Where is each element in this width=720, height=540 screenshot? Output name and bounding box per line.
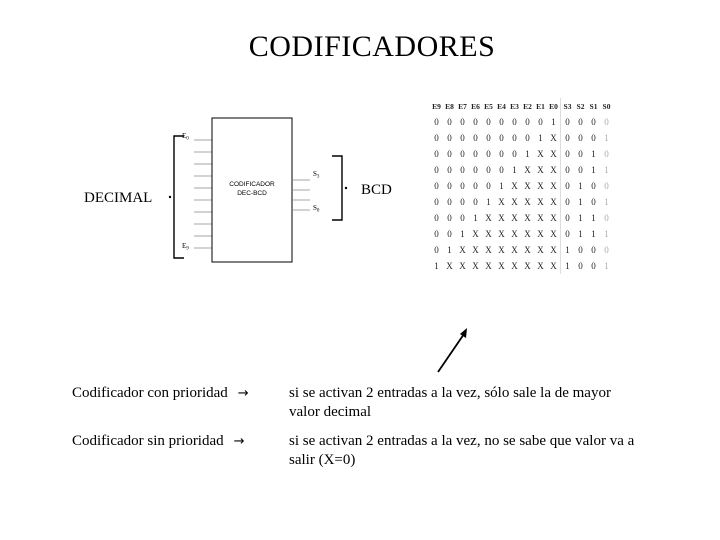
- table-cell: 0: [486, 165, 491, 175]
- table-cell: 0: [561, 114, 575, 130]
- table-cell: X: [550, 245, 557, 255]
- table-cell: 0: [434, 117, 439, 127]
- table-cell: X: [550, 149, 557, 159]
- table-cell: X: [524, 213, 531, 223]
- table-cell: X: [550, 165, 557, 175]
- table-cell: 1: [604, 197, 609, 207]
- table-cell: 0: [447, 117, 452, 127]
- table-cell: X: [446, 261, 453, 271]
- table-cell: X: [550, 197, 557, 207]
- table-cell: X: [472, 229, 479, 239]
- table-row: [430, 114, 613, 130]
- table-cell: X: [485, 213, 492, 223]
- table-row: [430, 178, 613, 194]
- truth-table-header-cell: E6: [471, 101, 480, 111]
- table-cell: 0: [578, 149, 583, 159]
- table-cell: 0: [486, 117, 491, 127]
- table-cell: 0: [473, 117, 478, 127]
- arrow-icon: →: [233, 434, 245, 449]
- table-cell: X: [537, 197, 544, 207]
- table-cell: X: [537, 245, 544, 255]
- table-cell: X: [550, 229, 557, 239]
- truth-table-header-cell: E8: [445, 101, 454, 111]
- truth-table-header-cell: E4: [497, 101, 506, 111]
- table-cell: 1: [578, 181, 583, 191]
- table-cell: 1: [604, 229, 609, 239]
- truth-table-header-cell: E2: [523, 101, 532, 111]
- table-cell: 0: [447, 229, 452, 239]
- table-cell: X: [485, 245, 492, 255]
- table-cell: 0: [460, 165, 465, 175]
- table-cell: 0: [561, 178, 575, 194]
- truth-table-header-cell: E0: [549, 101, 558, 111]
- table-cell: X: [550, 181, 557, 191]
- table-cell: X: [472, 261, 479, 271]
- table-cell: 0: [499, 133, 504, 143]
- pointer-arrow: [420, 320, 480, 380]
- table-cell: X: [524, 165, 531, 175]
- no-priority-term: Codificador sin prioridad →: [72, 433, 245, 449]
- table-cell: 0: [591, 261, 596, 271]
- table-cell: X: [511, 197, 518, 207]
- truth-table-header: [430, 98, 613, 114]
- table-cell: 1: [460, 229, 465, 239]
- table-cell: X: [472, 245, 479, 255]
- table-cell: 1: [512, 165, 517, 175]
- table-cell: 1: [591, 229, 596, 239]
- table-cell: X: [459, 261, 466, 271]
- no-priority-description: si se activan 2 entradas a la vez, no se sabe que valor va a salir (X=0): [289, 433, 635, 468]
- table-cell: X: [524, 261, 531, 271]
- table-cell: 0: [591, 117, 596, 127]
- table-cell: X: [537, 261, 544, 271]
- table-cell: 0: [460, 133, 465, 143]
- table-row: [430, 162, 613, 178]
- table-cell: 0: [473, 149, 478, 159]
- table-row: [430, 210, 613, 226]
- table-cell: 0: [525, 117, 530, 127]
- table-cell: 1: [473, 213, 478, 223]
- bcd-label: BCD: [361, 182, 392, 198]
- table-row: [430, 258, 613, 274]
- table-cell: 0: [447, 133, 452, 143]
- table-cell: 0: [460, 149, 465, 159]
- table-cell: 0: [473, 181, 478, 191]
- table-cell: X: [498, 245, 505, 255]
- table-cell: 1: [591, 149, 596, 159]
- block-subname: DEC-BCD: [237, 190, 267, 197]
- table-cell: 0: [434, 181, 439, 191]
- table-cell: 1: [499, 181, 504, 191]
- table-cell: 0: [473, 165, 478, 175]
- right-bracket: [332, 156, 342, 220]
- table-cell: 1: [561, 242, 575, 258]
- encoder-diagram: [160, 110, 360, 270]
- table-cell: 0: [561, 194, 575, 210]
- table-cell: 1: [447, 245, 452, 255]
- table-cell: 0: [578, 261, 583, 271]
- table-cell: 0: [447, 149, 452, 159]
- truth-table-header-cell: E5: [484, 101, 493, 111]
- table-cell: 0: [561, 130, 575, 146]
- table-row: [430, 130, 613, 146]
- truth-table-header-cell: S0: [602, 101, 611, 111]
- table-cell: 1: [434, 261, 439, 271]
- table-cell: X: [550, 261, 557, 271]
- table-cell: X: [524, 245, 531, 255]
- table-cell: 0: [434, 165, 439, 175]
- table-cell: 0: [486, 181, 491, 191]
- table-cell: 1: [604, 261, 609, 271]
- table-cell: X: [498, 229, 505, 239]
- table-cell: X: [524, 181, 531, 191]
- priority-term: Codificador con prioridad →: [72, 385, 249, 401]
- table-cell: X: [537, 149, 544, 159]
- table-cell: X: [498, 213, 505, 223]
- table-cell: 0: [561, 210, 575, 226]
- decimal-label: DECIMAL: [84, 190, 153, 206]
- table-cell: 0: [460, 181, 465, 191]
- page-title: CODIFICADORES: [248, 30, 496, 63]
- truth-table-header-cell: S3: [561, 98, 575, 114]
- table-cell: 0: [604, 117, 609, 127]
- table-row: [430, 226, 613, 242]
- table-cell: 0: [578, 133, 583, 143]
- table-cell: 0: [499, 165, 504, 175]
- table-cell: 1: [551, 117, 556, 127]
- table-cell: 0: [578, 117, 583, 127]
- input-top-label: $E_0$: [182, 132, 189, 142]
- table-cell: 0: [434, 229, 439, 239]
- table-row: [430, 194, 613, 210]
- table-cell: 0: [486, 133, 491, 143]
- table-cell: 1: [486, 197, 491, 207]
- table-cell: 0: [473, 197, 478, 207]
- table-cell: 0: [499, 117, 504, 127]
- table-cell: 0: [460, 117, 465, 127]
- table-cell: 0: [434, 149, 439, 159]
- table-cell: 0: [604, 181, 609, 191]
- table-cell: X: [511, 213, 518, 223]
- table-cell: 0: [561, 226, 575, 242]
- table-cell: X: [511, 245, 518, 255]
- table-cell: X: [511, 261, 518, 271]
- table-cell: 1: [561, 258, 575, 274]
- input-bottom-label: $E_9$: [182, 242, 189, 252]
- table-cell: 0: [434, 213, 439, 223]
- table-cell: 0: [512, 133, 517, 143]
- table-cell: 0: [447, 197, 452, 207]
- truth-table-header-cell: E1: [536, 101, 545, 111]
- table-cell: 0: [460, 213, 465, 223]
- left-bracket: [174, 136, 184, 258]
- table-cell: 0: [512, 149, 517, 159]
- table-cell: X: [511, 229, 518, 239]
- table-cell: 0: [473, 133, 478, 143]
- table-cell: 0: [591, 197, 596, 207]
- table-cell: X: [550, 133, 557, 143]
- table-cell: 0: [447, 181, 452, 191]
- table-cell: 0: [561, 146, 575, 162]
- table-cell: 0: [591, 181, 596, 191]
- table-cell: 1: [604, 133, 609, 143]
- table-cell: 0: [591, 245, 596, 255]
- table-cell: 1: [591, 165, 596, 175]
- truth-table-header-cell: E3: [510, 101, 519, 111]
- truth-table-header-cell: S1: [589, 101, 598, 111]
- table-cell: 1: [578, 197, 583, 207]
- table-cell: X: [498, 197, 505, 207]
- table-cell: 0: [434, 133, 439, 143]
- table-cell: 1: [578, 229, 583, 239]
- table-row: [430, 146, 613, 162]
- table-cell: 1: [604, 165, 609, 175]
- table-cell: 0: [512, 117, 517, 127]
- table-cell: X: [537, 213, 544, 223]
- output-lines: [292, 180, 310, 210]
- arrow-icon: →: [237, 386, 249, 401]
- truth-table-header-cell: E9: [432, 101, 441, 111]
- block-name: CODIFICADOR: [229, 181, 275, 188]
- table-cell: X: [459, 245, 466, 255]
- table-cell: X: [524, 229, 531, 239]
- table-cell: X: [485, 261, 492, 271]
- truth-table: [430, 98, 613, 274]
- table-cell: X: [511, 181, 518, 191]
- table-cell: 0: [486, 149, 491, 159]
- table-cell: 1: [525, 149, 530, 159]
- table-cell: 0: [447, 213, 452, 223]
- table-cell: 0: [578, 245, 583, 255]
- output-top-label: $S_3$: [313, 170, 320, 180]
- table-cell: 1: [578, 213, 583, 223]
- table-cell: X: [485, 229, 492, 239]
- table-cell: 0: [604, 213, 609, 223]
- table-cell: 0: [538, 117, 543, 127]
- table-cell: 0: [460, 197, 465, 207]
- table-cell: 1: [538, 133, 543, 143]
- table-cell: X: [524, 197, 531, 207]
- table-cell: 0: [434, 245, 439, 255]
- table-cell: 1: [591, 213, 596, 223]
- priority-description: si se activan 2 entradas a la vez, sólo sale la de mayor valor decimal: [289, 385, 611, 420]
- table-cell: X: [537, 229, 544, 239]
- table-cell: 0: [591, 133, 596, 143]
- table-cell: 0: [578, 165, 583, 175]
- table-cell: X: [498, 261, 505, 271]
- truth-table-header-cell: E7: [458, 101, 467, 111]
- truth-table-header-cell: S2: [576, 101, 585, 111]
- input-lines: [194, 140, 212, 248]
- table-cell: 0: [604, 149, 609, 159]
- table-cell: 0: [525, 133, 530, 143]
- table-cell: X: [537, 181, 544, 191]
- output-bottom-label: $S_0$: [313, 204, 320, 214]
- table-cell: X: [550, 213, 557, 223]
- table-cell: X: [537, 165, 544, 175]
- table-row: [430, 242, 613, 258]
- table-cell: 0: [561, 162, 575, 178]
- table-cell: 0: [604, 245, 609, 255]
- table-cell: 0: [499, 149, 504, 159]
- table-cell: 0: [434, 197, 439, 207]
- table-cell: 0: [447, 165, 452, 175]
